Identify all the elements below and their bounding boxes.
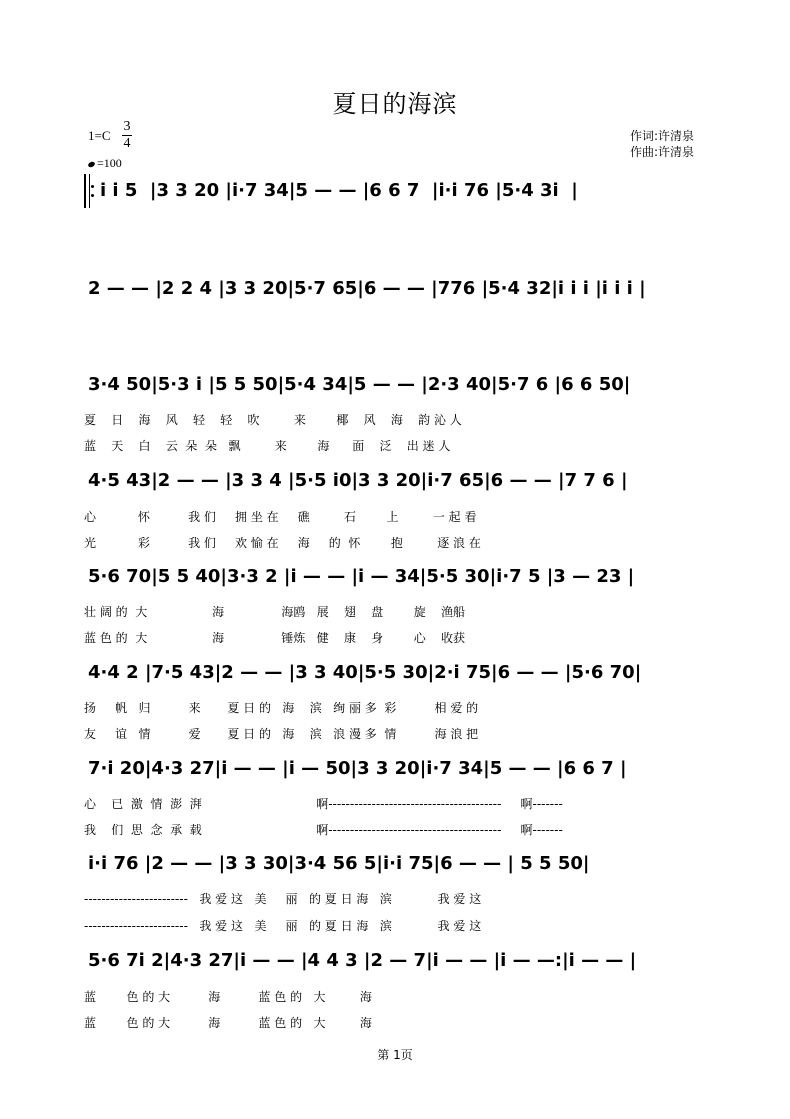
tempo-value: =100: [97, 156, 122, 170]
key-signature: 1=C: [88, 128, 111, 143]
lyric-line-6a: 扬 帆 归 来 夏 日 的 海 滨 绚 丽 多 彩 相 爱 的: [84, 701, 479, 715]
music-line-5: 5·6 70|5 5 40|3·3 2 |i — — |i — 34|5·5 30|i·7 5 |3 — 23 |: [88, 566, 635, 587]
lyric-line-4b: 光 彩 我 们 欢 愉 在 海 的 怀 抱 逐 浪 在: [84, 536, 481, 550]
lyric-line-8b: ------------------------ 我 爱 这 美 丽 的 夏 日 海 滨 我 爱 这: [84, 919, 482, 933]
music-line-9: 5·6 7i 2|4·3 27|i — — |4 4 3 |2 — 7|i — — |i — —:|i — — |: [88, 950, 637, 971]
music-line-8: i·i 76 |2 — — |3 3 30|3·4 56 5|i·i 75|6 — — | 5 5 50|: [88, 853, 590, 874]
page-number: 第 1页: [377, 1048, 413, 1062]
lyric-line-4a: 心 怀 我 们 拥 坐 在 礁 石 上 一 起 看: [84, 510, 477, 524]
lyric-line-9a: 蓝 色 的 大 海 蓝 色 的 大 海: [84, 990, 372, 1004]
lyric-line-7b: 我 们 思 念 承 载 啊---------------------------------------- 啊-------: [84, 823, 563, 837]
lyric-line-9b: 蓝 色 的 大 海 蓝 色 的 大 海: [84, 1016, 372, 1030]
lyric-line-8a: ------------------------ 我 爱 这 美 丽 的 夏 日 海 滨 我 爱 这: [84, 892, 482, 906]
music-line-7: 7·i 20|4·3 27|i — — |i — 50|3 3 20|i·7 34|5 — — |6 6 7 |: [88, 758, 627, 779]
lyric-line-5a: 壮 阔 的 大 海 海鸥 展 翅 盘 旋 渔船: [84, 605, 466, 619]
lyric-line-3b: 蓝 天 白 云 朵 朵 飘 来 海 面 泛 出 迷 人: [84, 439, 451, 453]
lyric-line-3a: 夏 日 海 风 轻 轻 吹 来 椰 风 海 韵 沁 人: [84, 413, 462, 427]
music-line-4: 4·5 43|2 — — |3 3 4 |5·5 i0|3 3 20|i·7 65|6 — — |7 7 6 |: [88, 470, 628, 491]
composer: 作曲:许清泉: [630, 145, 695, 159]
time-signature-top: 3: [123, 119, 131, 134]
time-signature: [122, 120, 132, 151]
page-title: 夏日的海滨: [332, 90, 458, 118]
music-line-2: 2 — — |2 2 4 |3 3 20|5·7 65|6 — — |776 |5·4 32|i i i |i i i |: [88, 278, 646, 299]
lyric-line-6b: 友 谊 情 爱 夏 日 的 海 滨 浪 漫 多 情 海 浪 把: [84, 727, 479, 741]
credits: [630, 128, 694, 160]
tempo-mark: [88, 156, 122, 171]
lyricist: 作词:许清泉: [630, 129, 695, 143]
music-line-1: i i 5 |3 3 20 |i·7 34|5 — — |6 6 7 |i·i 76 |5·4 3i |: [100, 180, 578, 201]
lyric-line-7a: 心 已 激 情 澎 湃 啊---------------------------------------- 啊-------: [84, 797, 563, 811]
quarter-note-icon: [87, 161, 95, 168]
time-signature-bottom: 4: [123, 136, 131, 151]
repeat-start-sign: [84, 174, 94, 208]
music-line-3: 3·4 50|5·3 i |5 5 50|5·4 34|5 — — |2·3 40|5·7 6 |6 6 50|: [88, 374, 631, 395]
lyric-line-5b: 蓝 色 的 大 海 锤炼 健 康 身 心 收获: [84, 631, 466, 645]
music-line-6: 4·4 2 |7·5 43|2 — — |3 3 40|5·5 30|2·i 75|6 — — |5·6 70|: [88, 662, 642, 683]
